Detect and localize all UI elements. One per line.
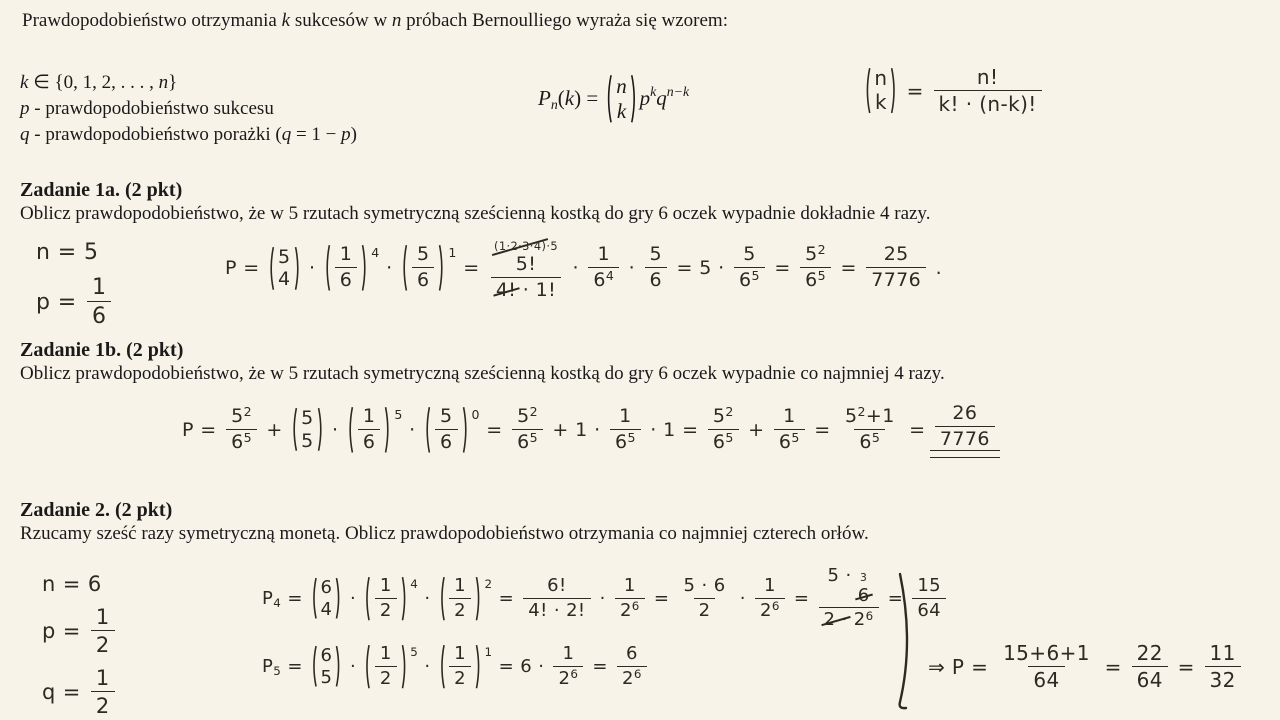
given-p: p = $\frac{1}{2}$ xyxy=(42,605,118,657)
task-2-work-p5: P 5 = 6 5 · $\frac{1}{2}$ 5 · $\frac{1}{2}$ 1 = 6 · $\frac{1}{2^6}$ = $\frac{6}{2^6}$ xyxy=(262,644,650,689)
given-p: p = $\frac{1}{6}$ xyxy=(36,275,114,330)
bernoulli-formula: P n ( k ) = n k p k q n−k xyxy=(538,74,690,123)
task-2-given xyxy=(42,572,118,719)
task-1b-work: P = $\frac{5^2}{6^5}$ + 5 5 · $\frac{1}{6}$ 5 · $\frac{5}{6}$ 0 = $\frac{5^2}{6^5}$ + 1 · $\frac{1}{6^5}$ · 1 = $\frac{5^2}{6^5}$ + $\frac{1}{6^5}$ = $\frac{5^2+1}{6^5}$ = $\frac{26}{7776}$ xyxy=(182,402,998,458)
page-title: Prawdopodobieństwo otrzymania k sukcesów w n próbach Bernoulliego wyraża się wzorem: xyxy=(22,10,728,31)
brace-curve-icon xyxy=(893,572,919,712)
task-1a-given xyxy=(36,240,114,330)
task-1b-heading: Zadanie 1b. (2 pkt) xyxy=(20,339,184,361)
task-2-heading: Zadanie 2. (2 pkt) xyxy=(20,499,173,521)
given-q: q = $\frac{1}{2}$ xyxy=(42,666,118,718)
task-1b-body: Oblicz prawdopodobieństwo, że w 5 rzutach symetryczną sześcienną kostką do gry 6 oczek wypadnie co najmniej 4 razy. xyxy=(20,363,945,384)
task-1a-body: Oblicz prawdopodobieństwo, że w 5 rzutach symetryczną sześcienną kostką do gry 6 oczek wypadnie dokładnie 4 razy. xyxy=(20,203,931,224)
handwritten-binomial-identity: n k = $\frac{n!}{k! \cdot (n-k)!}$ xyxy=(862,66,1045,116)
q-definition: q - prawdopodobieństwo porażki (q = 1 − p) xyxy=(20,124,357,146)
k-definition: k ∈ {0, 1, 2, . . . , n} xyxy=(20,72,178,93)
task-2-conclusion: ⇒ P = $\frac{15+6+1}{64}$ = $\frac{22}{64}$ = $\frac{11}{32}$ xyxy=(928,642,1244,692)
definitions xyxy=(20,70,357,149)
p-definition: p - prawdopodobieństwo sukcesu xyxy=(20,98,274,120)
given-n: n = 6 xyxy=(42,572,102,596)
grouping-brace xyxy=(893,572,919,717)
task-2-work-p4: P 4 = 6 4 · $\frac{1}{2}$ 4 · $\frac{1}{2}$ 2 = $\frac{6!}{4! \cdot 2!}$ · $\frac{1}{2^6}$ = $\frac{5 \cdot 6}{2}$ · $\frac{1}{2^6}$ = 5 · 3 6 $2 \cdot 2^6$ = $\frac{15}{64}$ xyxy=(262,566,949,631)
given-n: n = 5 xyxy=(36,240,99,265)
task-2-body: Rzucamy sześć razy symetryczną monetą. Oblicz prawdopodobieństwo otrzymania co najmniej czterech orłów. xyxy=(20,523,869,544)
task-1a-heading: Zadanie 1a. (2 pkt) xyxy=(20,179,183,201)
task-1a-work: P = 5 4 · $\frac{1}{6}$ 4 · $\frac{5}{6}$ 1 = (1·2·3·4)·5 5! 4! · 1! · $\frac{1}{6^4}$ · $\frac{5}{6}$ = 5 · $\frac{5}{6^5}$ = $\frac{5^2}{6^5}$ = $\frac{25}{7776}$ . xyxy=(225,239,943,302)
